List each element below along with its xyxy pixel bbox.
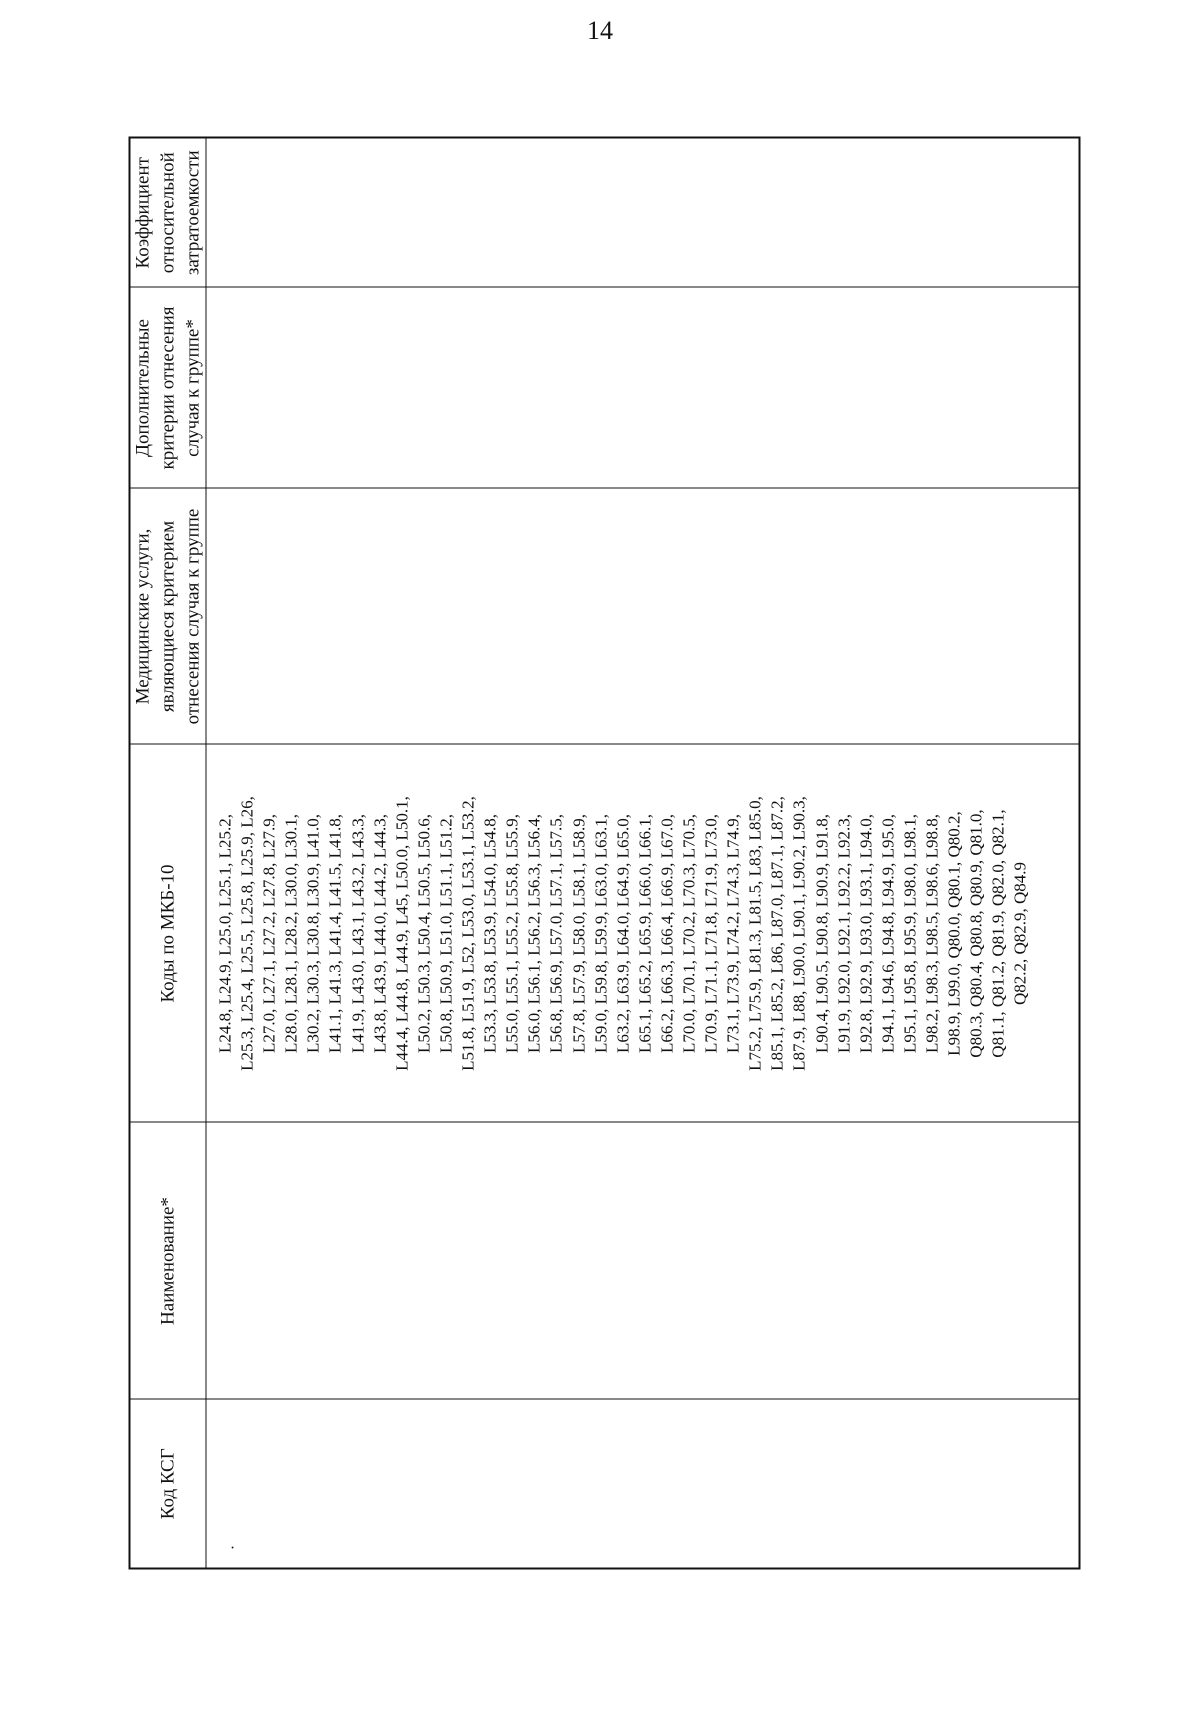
icd-codes-line: L59.0, L59.8, L59.9, L63.0, L63.1, bbox=[590, 813, 610, 1053]
icd-codes-list bbox=[214, 745, 1031, 1122]
icd-codes-line: L56.8, L56.9, L57.0, L57.1, L57.5, bbox=[546, 813, 566, 1053]
table-row bbox=[206, 137, 1080, 1568]
icd-codes-line: L98.9, L99.0, Q80.0, Q80.1, Q80.2, bbox=[944, 810, 964, 1056]
icd-codes-line: L75.2, L75.9, L81.3, L81.5, L83, L85.0, bbox=[745, 795, 765, 1071]
icd-codes-line: L50.2, L50.3, L50.4, L50.5, L50.6, bbox=[413, 813, 433, 1053]
cell-coefficient bbox=[206, 137, 1080, 287]
icd-codes-line: L41.1, L41.3, L41.4, L41.5, L41.8, bbox=[325, 813, 345, 1053]
icd-codes-line: L25.3, L25.4, L25.5, L25.8, L25.9, L26, bbox=[237, 795, 257, 1071]
icd-codes-line: L90.4, L90.5, L90.8, L90.9, L91.8, bbox=[811, 813, 831, 1053]
header-medical-services: Медицинские услуги, являющиеся критерием отнесения случая к группе bbox=[129, 488, 206, 744]
icd-codes-line: L28.0, L28.1, L28.2, L30.0, L30.1, bbox=[281, 813, 301, 1053]
icd-codes-line: L50.8, L50.9, L51.0, L51.1, L51.2, bbox=[435, 813, 455, 1053]
icd-codes-line: L70.0, L70.1, L70.2, L70.3, L70.5, bbox=[678, 813, 698, 1053]
icd-codes-line: L27.0, L27.1, L27.2, L27.8, L27.9, bbox=[259, 813, 279, 1053]
icd-codes-line: L63.2, L63.9, L64.0, L64.9, L65.0, bbox=[612, 813, 632, 1053]
table-header-row bbox=[129, 137, 206, 1568]
icd-codes-line: L85.1, L85.2, L86, L87.0, L87.1, L87.2, bbox=[767, 795, 787, 1071]
icd-codes-line: L51.8, L51.9, L52, L53.0, L53.1, L53.2, bbox=[458, 795, 478, 1071]
icd-codes-line: L56.0, L56.1, L56.2, L56.3, L56.4, bbox=[524, 813, 544, 1053]
icd-codes-line: Q82.2, Q82.9, Q84.9 bbox=[1010, 861, 1030, 1005]
icd-codes-line: L70.9, L71.1, L71.8, L71.9, L73.0, bbox=[701, 813, 721, 1053]
cell-additional-criteria bbox=[206, 287, 1080, 488]
icd-codes-line: L30.2, L30.3, L30.8, L30.9, L41.0, bbox=[303, 813, 323, 1053]
icd-codes-line: L57.8, L57.9, L58.0, L58.1, L58.9, bbox=[568, 813, 588, 1053]
icd-codes-line: L41.9, L43.0, L43.1, L43.2, L43.3, bbox=[347, 813, 367, 1053]
cell-ksg-code bbox=[206, 1399, 1080, 1568]
ksg-code-mark: . bbox=[220, 1545, 237, 1549]
header-ksg-code: Код КСГ bbox=[129, 1399, 206, 1568]
icd-codes-line: L65.1, L65.2, L65.9, L66.0, L66.1, bbox=[634, 813, 654, 1053]
icd-codes-line: L44.4, L44.8, L44.9, L45, L50.0, L50.1, bbox=[391, 795, 411, 1071]
icd-codes-line: L73.1, L73.9, L74.2, L74.3, L74.9, bbox=[723, 813, 743, 1053]
ksg-table bbox=[128, 136, 1080, 1569]
header-name: Наименование* bbox=[129, 1122, 206, 1399]
header-additional-criteria: Дополнительные критерии отнесения случая к группе* bbox=[129, 287, 206, 488]
header-coefficient: Коэффициент относительной затратоемкости bbox=[129, 137, 206, 287]
icd-codes-line: L43.8, L43.9, L44.0, L44.2, L44.3, bbox=[369, 813, 389, 1053]
page-number: 14 bbox=[587, 16, 613, 45]
cell-medical-services bbox=[206, 488, 1080, 744]
icd-codes-line: L53.3, L53.8, L53.9, L54.0, L54.8, bbox=[480, 813, 500, 1053]
icd-codes-line: L98.2, L98.3, L98.5, L98.6, L98.8, bbox=[922, 813, 941, 1053]
cell-icd-codes bbox=[206, 744, 1080, 1122]
icd-codes-line: L66.2, L66.3, L66.4, L66.9, L67.0, bbox=[656, 813, 676, 1053]
icd-codes-line: L94.1, L94.6, L94.8, L94.9, L95.0, bbox=[877, 813, 897, 1053]
icd-codes-line: L92.8, L92.9, L93.0, L93.1, L94.0, bbox=[855, 813, 875, 1053]
rotated-table-container bbox=[128, 138, 1080, 1569]
icd-codes-line: L55.0, L55.1, L55.2, L55.8, L55.9, bbox=[502, 813, 522, 1053]
icd-codes-line: L91.9, L92.0, L92.1, L92.2, L92.3, bbox=[833, 813, 853, 1053]
icd-codes-line: L24.8, L24.9, L25.0, L25.1, L25.2, bbox=[215, 813, 234, 1053]
cell-name bbox=[206, 1122, 1080, 1399]
icd-codes-line: Q80.3, Q80.4, Q80.8, Q80.9, Q81.0, bbox=[966, 808, 986, 1058]
icd-codes-line: Q81.1, Q81.2, Q81.9, Q82.0, Q82.1, bbox=[988, 808, 1008, 1058]
header-icd-codes: Коды по МКБ-10 bbox=[129, 744, 206, 1122]
icd-codes-line: L95.1, L95.8, L95.9, L98.0, L98.1, bbox=[899, 813, 919, 1053]
icd-codes-line: L87.9, L88, L90.0, L90.1, L90.2, L90.3, bbox=[789, 795, 809, 1071]
